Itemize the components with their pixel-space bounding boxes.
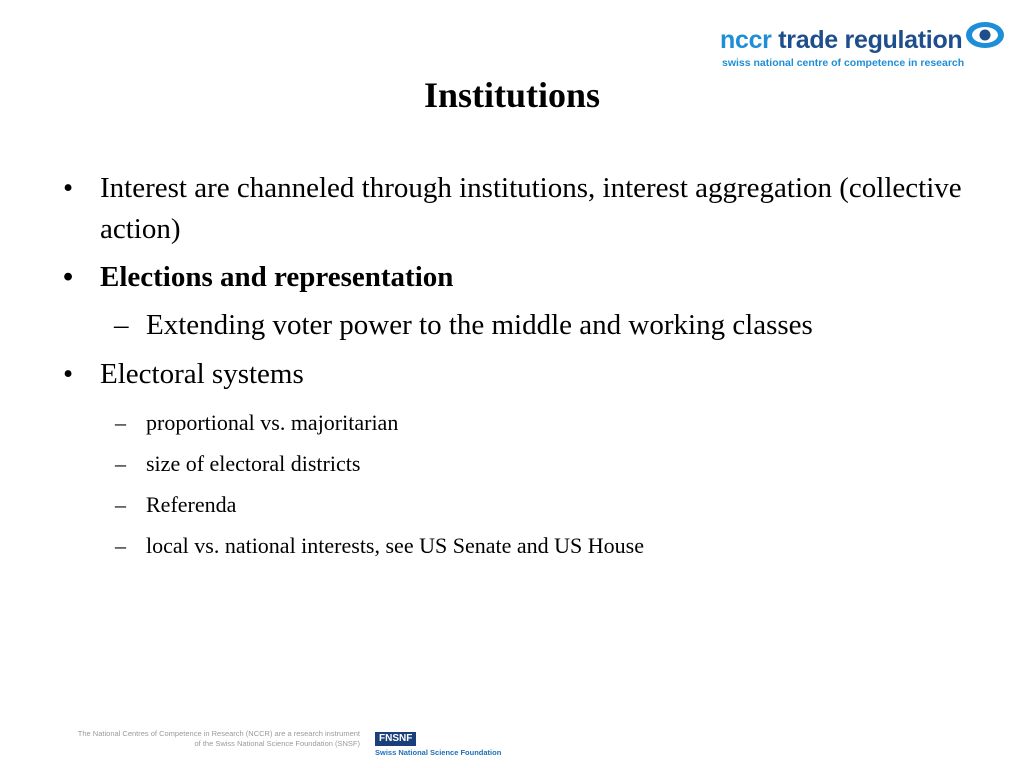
bullet-item — [60, 257, 990, 298]
fnsnf-badge: FNSNF — [375, 732, 416, 746]
bullet-text: Electoral systems — [100, 358, 304, 390]
dash-mark: – — [114, 309, 129, 341]
dash-mark: – — [115, 410, 126, 435]
sub-bullet-item — [60, 484, 990, 525]
sub-bullet-text: size of electoral districts — [146, 451, 361, 476]
sub-bullet-text: proportional vs. majoritarian — [146, 410, 399, 435]
logo-word-trade-regulation: trade regulation — [778, 26, 963, 54]
sub-bullet-item — [60, 402, 990, 443]
sub-bullet-text: local vs. national interests, see US Senate and US House — [146, 533, 644, 558]
fnsnf-logo — [375, 728, 501, 757]
sub-bullet-item — [60, 525, 990, 566]
sub-bullet-text: Extending voter power to the middle and working classes — [146, 309, 813, 341]
logo-word-nccr: nccr — [720, 26, 772, 54]
bullet-mark: • — [63, 358, 74, 390]
footer-note — [40, 729, 360, 749]
dash-mark: – — [115, 451, 126, 476]
dash-mark: – — [115, 492, 126, 517]
sub-bullet-item — [60, 305, 990, 346]
slide-title: Institutions — [423, 75, 601, 115]
fnsnf-label: Swiss National Science Foundation — [375, 748, 502, 757]
footer-line-2: of the Swiss National Science Foundation (SNSF) — [194, 739, 360, 748]
footer-line-1: The National Centres of Competence in Research (NCCR) are a research instrument — [77, 729, 360, 738]
bullet-item — [60, 354, 990, 395]
bullet-mark: • — [63, 261, 74, 293]
eye-logo-icon — [964, 18, 1006, 52]
nccr-logo — [720, 14, 1010, 74]
bullet-item — [60, 168, 990, 250]
sub-bullet-item — [60, 443, 990, 484]
slide-content — [60, 168, 990, 566]
sub-bullet-text: Referenda — [146, 492, 237, 517]
dash-mark: – — [115, 533, 126, 558]
bullet-mark: • — [63, 172, 74, 204]
logo-wordmark — [720, 28, 962, 53]
logo-tagline: swiss national centre of competence in research — [722, 57, 965, 69]
bullet-text: Interest are channeled through institutions, interest aggregation (collective action) — [100, 172, 962, 245]
bullet-text: Elections and representation — [100, 261, 454, 293]
